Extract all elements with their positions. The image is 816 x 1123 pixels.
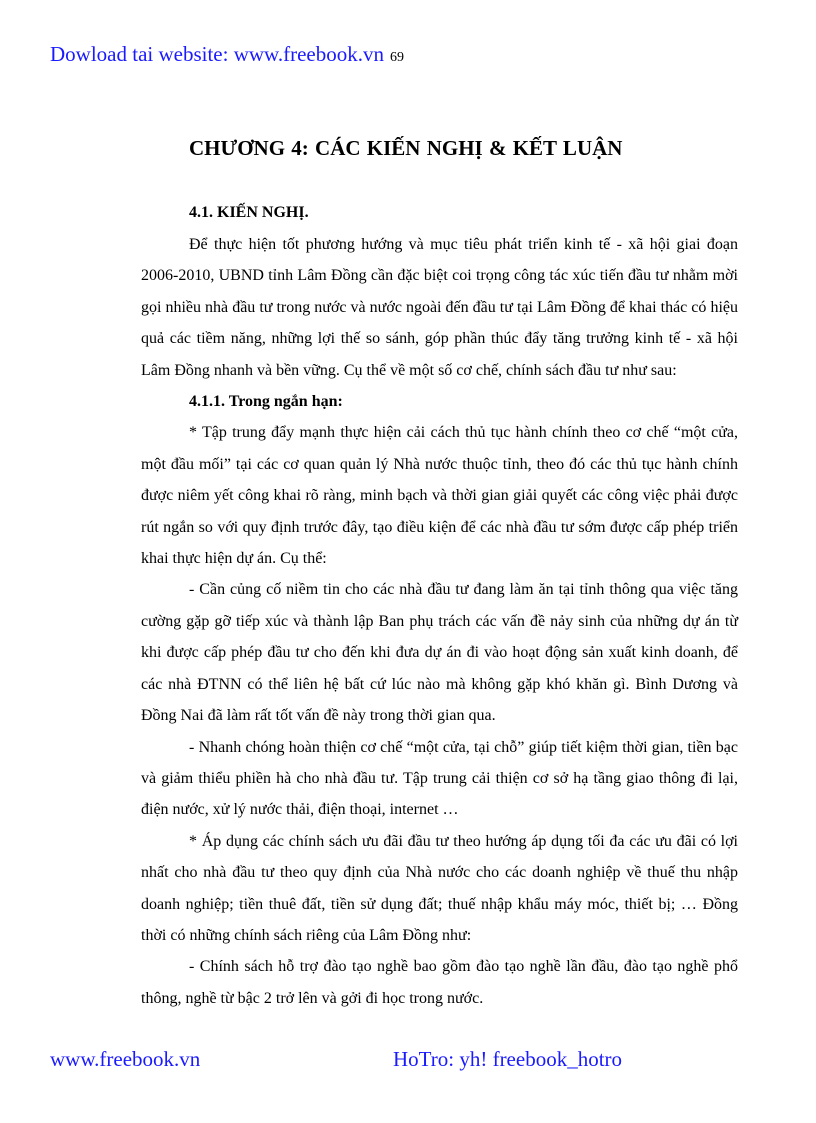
page-header bbox=[50, 42, 404, 67]
chapter-title: CHƯƠNG 4: CÁC KIẾN NGHỊ & KẾT LUẬN bbox=[189, 136, 623, 160]
page-number: 69 bbox=[389, 50, 404, 65]
paragraph-training: - Chính sách hỗ trợ đào tạo nghề bao gồm đào tạo nghề lần đầu, đào tạo nghề phổ thông, nghề từ bậc 2 trở lên và gởi đi học trong nước. bbox=[141, 958, 738, 1007]
website-link[interactable]: Dowload tai website: www.freebook.vn bbox=[50, 42, 384, 66]
subsection-heading: 4.1.1. Trong ngắn hạn: bbox=[189, 393, 343, 411]
section-heading: 4.1. KIẾN NGHỊ. bbox=[189, 204, 309, 221]
footer-support-contact[interactable]: HoTro: yh! freebook_hotro bbox=[393, 1047, 623, 1071]
paragraph-incentives: * Áp dụng các chính sách ưu đãi đầu tư theo hướng áp dụng tối đa các ưu đãi có lợi nhất cho nhà đầu tư theo quy định của Nhà nước cho các doanh nghiệp về thuế thu nhập doanh nghiệp; tiền thuê đất, tiền sử dụng đất; thuế nhập khẩu máy móc, thiết bị; … Đồng thời có những chính sách riêng của Lâm Đồng như: bbox=[141, 832, 738, 944]
footer-website-link[interactable]: www.freebook.vn bbox=[50, 1047, 201, 1071]
paragraph-intro: Để thực hiện tốt phương hướng và mục tiêu phát triển kinh tế - xã hội giai đoạn 2006-2010, UBND tỉnh Lâm Đồng cần đặc biệt coi trọng công tác xúc tiến đầu tư nhằm mời gọi nhiều nhà đầu tư trong nước và nước ngoài đến đầu tư tại Lâm Đồng để khai thác có hiệu quả các tiềm năng, những lợi thế so sánh, góp phần thúc đẩy tăng trưởng kinh tế - xã hội Lâm Đồng nhanh và bền vững. Cụ thể về một số cơ chế, chính sách đầu tư như sau: bbox=[141, 236, 738, 379]
paragraph-trust: - Cần củng cố niềm tin cho các nhà đầu tư đang làm ăn tại tỉnh thông qua việc tăng cường gặp gỡ tiếp xúc và thành lập Ban phụ trách các vấn đề nảy sinh của những dự án từ khi được cấp phép đầu tư cho đến khi đưa dự án đi vào hoạt động sản xuất kinh doanh, để các nhà ĐTNN có thể liên hệ bất cứ lúc nào mà không gặp khó khăn gì. Bình Dương và Đồng Nai đã làm rất tốt vấn đề này trong thời gian qua. bbox=[141, 581, 738, 725]
paragraph-reform: * Tập trung đẩy mạnh thực hiện cải cách thủ tục hành chính theo cơ chế “một cửa, một đầu mối” tại các cơ quan quản lý Nhà nước thuộc tỉnh, theo đó các thủ tục hành chính được niêm yết công khai rõ ràng, minh bạch và thời gian giải quyết các công việc phải được rút ngắn so với quy định trước đây, tạo điều kiện để các nhà đầu tư sớm được cấp phép triển khai thực hiện dự án. Cụ thể: bbox=[141, 424, 738, 568]
body-text bbox=[141, 229, 738, 1014]
paragraph-one-stop: - Nhanh chóng hoàn thiện cơ chế “một cửa, tại chỗ” giúp tiết kiệm thời gian, tiền bạc và giảm thiểu phiền hà cho nhà đầu tư. Tập trung cải thiện cơ sở hạ tầng giao thông đi lại, điện nước, xử lý nước thải, điện thoại, internet … bbox=[141, 738, 738, 819]
